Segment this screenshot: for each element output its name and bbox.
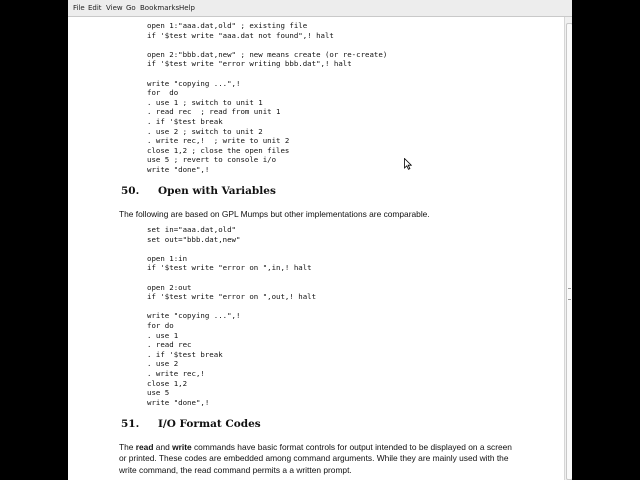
keyword-write: write xyxy=(172,442,192,452)
text-run: commands have basic format controls for output intended to be displayed on a screen or printed. These codes are embedded among command arguments. While they are mainly used with the write command, the read command permits a a written prompt. xyxy=(119,442,512,475)
section-title: Open with Variables xyxy=(158,185,276,197)
code-block-open-variables: set in="aaa.dat,old" set out="bbb.dat,new" open 1:in if '$test write "error on ",in,! halt open 2:out if '$test write "error on ",out,! halt write "copying ...",! for do . use 1 . read rec . if '$test break . use 2 . write rec,! close 1,2 use 5 write "done",! xyxy=(147,225,317,407)
section-heading-51 xyxy=(121,418,261,430)
menu-file[interactable]: File xyxy=(73,4,85,12)
menu-view[interactable]: View xyxy=(106,4,123,12)
menu-bookmarks[interactable]: Bookmarks xyxy=(140,4,180,12)
scrollbar-grip-icon xyxy=(568,288,571,300)
code-block-file-copy: open 1:"aaa.dat,old" ; existing file if '$test write "aaa.dat not found",! halt open 2:"bbb.dat,new" ; new means create (or re-create) if '$test write "error writing bbb.dat",! halt write "copying ...",! for do . use 1 ; switch to unit 1 . read rec ; read from unit 1 . if '$test break . use 2 ; switch to unit 2 . write rec,! ; write to unit 2 close 1,2 ; close the open files use 5 ; revert to console i/o write "done",! xyxy=(147,21,388,174)
menu-help[interactable]: Help xyxy=(179,4,195,12)
text-run: and xyxy=(153,442,173,452)
section-heading-50 xyxy=(121,185,276,197)
document-view[interactable] xyxy=(68,17,564,480)
section-number: 51. xyxy=(121,418,140,430)
keyword-read: read xyxy=(135,442,154,452)
menu-bar xyxy=(68,0,572,17)
section-number: 50. xyxy=(121,185,140,197)
paragraph-format-codes xyxy=(119,442,519,476)
paragraph-open-variables: The following are based on GPL Mumps but other implementations are comparable. xyxy=(119,209,430,219)
section-title: I/O Format Codes xyxy=(158,418,261,430)
menu-go[interactable]: Go xyxy=(126,4,136,12)
menu-edit[interactable]: Edit xyxy=(88,4,102,12)
vertical-scrollbar[interactable] xyxy=(564,17,572,480)
text-run: The xyxy=(119,442,136,452)
browser-window xyxy=(68,0,572,480)
scrollbar-thumb[interactable] xyxy=(566,23,572,480)
mouse-pointer-icon xyxy=(404,158,412,170)
